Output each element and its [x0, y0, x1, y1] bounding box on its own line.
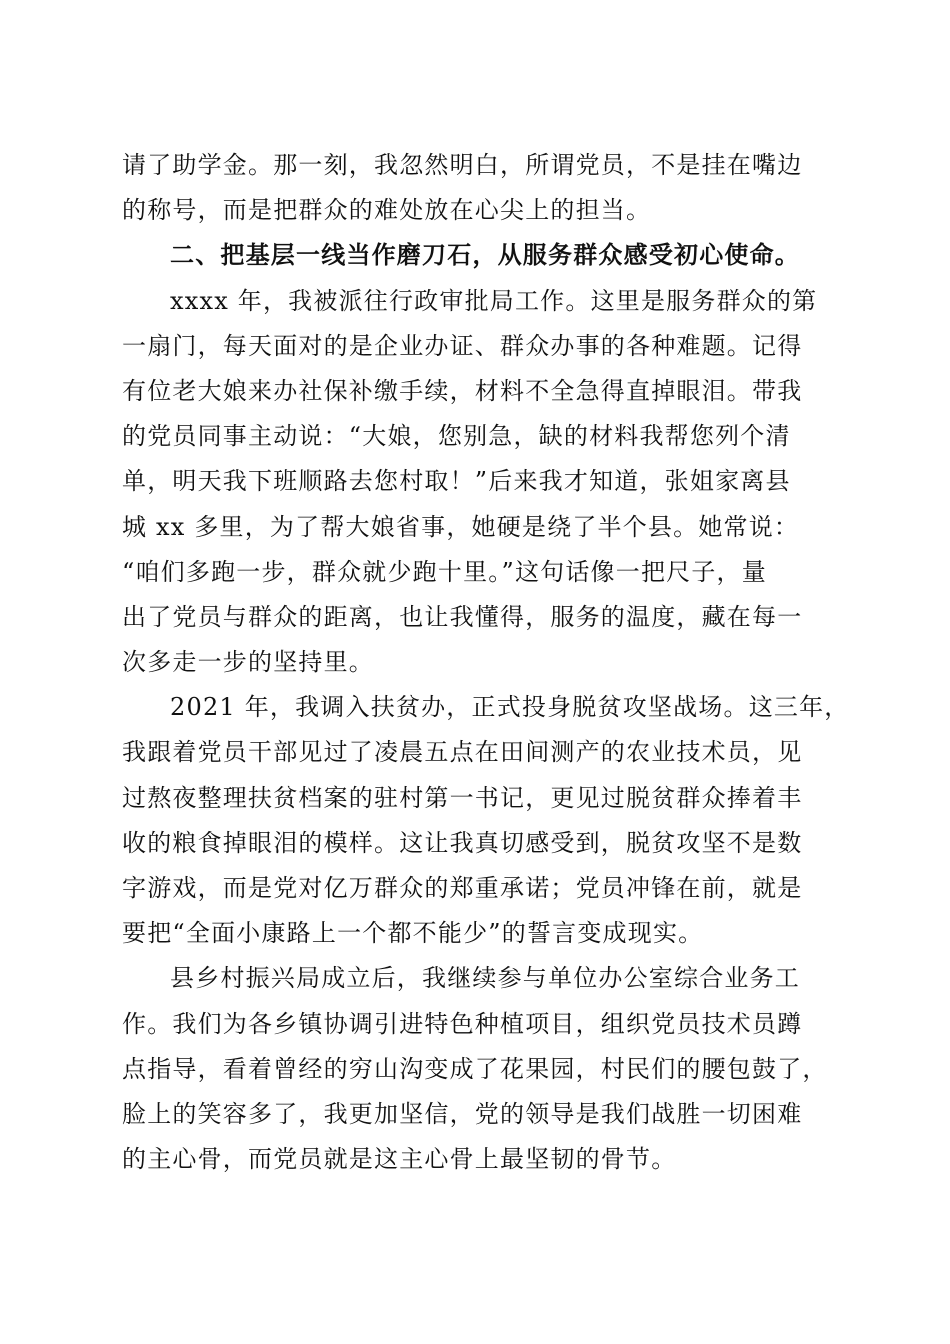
text-line: 过熬夜整理扶贫档案的驻村第一书记，更见过脱贫群众捧着丰 — [122, 783, 803, 812]
text-line: 要把“全面小康路上一个都不能少”的誓言变成现实。 — [122, 919, 704, 948]
text-line: 字游戏，而是党对亿万群众的郑重承诺；党员冲锋在前，就是 — [122, 874, 803, 902]
text-line: 有位老大娘来办社保补缴手续，材料不全急得直掉眼泪。带我 — [122, 376, 803, 405]
document-body — [122, 143, 850, 1182]
text-line: 出了党员与群众的距离，也让我懂得，服务的温度，藏在每一 — [122, 602, 803, 631]
text-line: 一扇门，每天面对的是企业办证、群众办事的各种难题。记得 — [122, 331, 803, 360]
text-line: 城 xx 多里，为了帮大娘省事，她硬是绕了半个县。她常说： — [122, 512, 800, 541]
text-line: 的党员同事主动说：“大娘，您别急，缺的材料我帮您列个清 — [122, 422, 791, 451]
text-line: 点指导，看着曾经的穷山沟变成了花果园，村民们的腰包鼓了， — [122, 1054, 828, 1083]
paragraph-first-line: xxxx 年，我被派往行政审批局工作。这里是服务群众的第 — [170, 286, 818, 315]
text-line: 收的粮食掉眼泪的模样。这让我真切感受到，脱贫攻坚不是数 — [122, 828, 803, 857]
text-line: 请了助学金。那一刻，我忽然明白，所谓党员，不是挂在嘴边 — [122, 151, 803, 179]
text-line: 脸上的笑容多了，我更加坚信，党的领导是我们战胜一切困难 — [122, 1099, 803, 1128]
text-line: 的称号，而是把群众的难处放在心尖上的担当。 — [122, 196, 652, 225]
text-line: “咱们多跑一步，群众就少跑十里。”这句话像一把尺子，量 — [122, 557, 767, 586]
text-line: 单，明天我下班顺路去您村取！”后来我才知道，张姐家离县 — [122, 467, 791, 496]
section-heading: 二、把基层一线当作磨刀石，从服务群众感受初心使命。 — [170, 241, 800, 270]
text-line: 作。我们为各乡镇协调引进特色种植项目，组织党员技术员蹲 — [122, 1009, 803, 1038]
text-line: 我跟着党员干部见过了凌晨五点在田间测产的农业技术员，见 — [122, 738, 803, 767]
text-line: 的主心骨，而党员就是这主心骨上最坚韧的骨节。 — [122, 1145, 677, 1174]
text-line: 次多走一步的坚持里。 — [122, 648, 374, 677]
paragraph-first-line: 县乡村振兴局成立后，我继续参与单位办公室综合业务工 — [170, 964, 800, 993]
paragraph-first-line: 2021 年，我调入扶贫办，正式投身脱贫攻坚战场。这三年， — [170, 693, 850, 722]
